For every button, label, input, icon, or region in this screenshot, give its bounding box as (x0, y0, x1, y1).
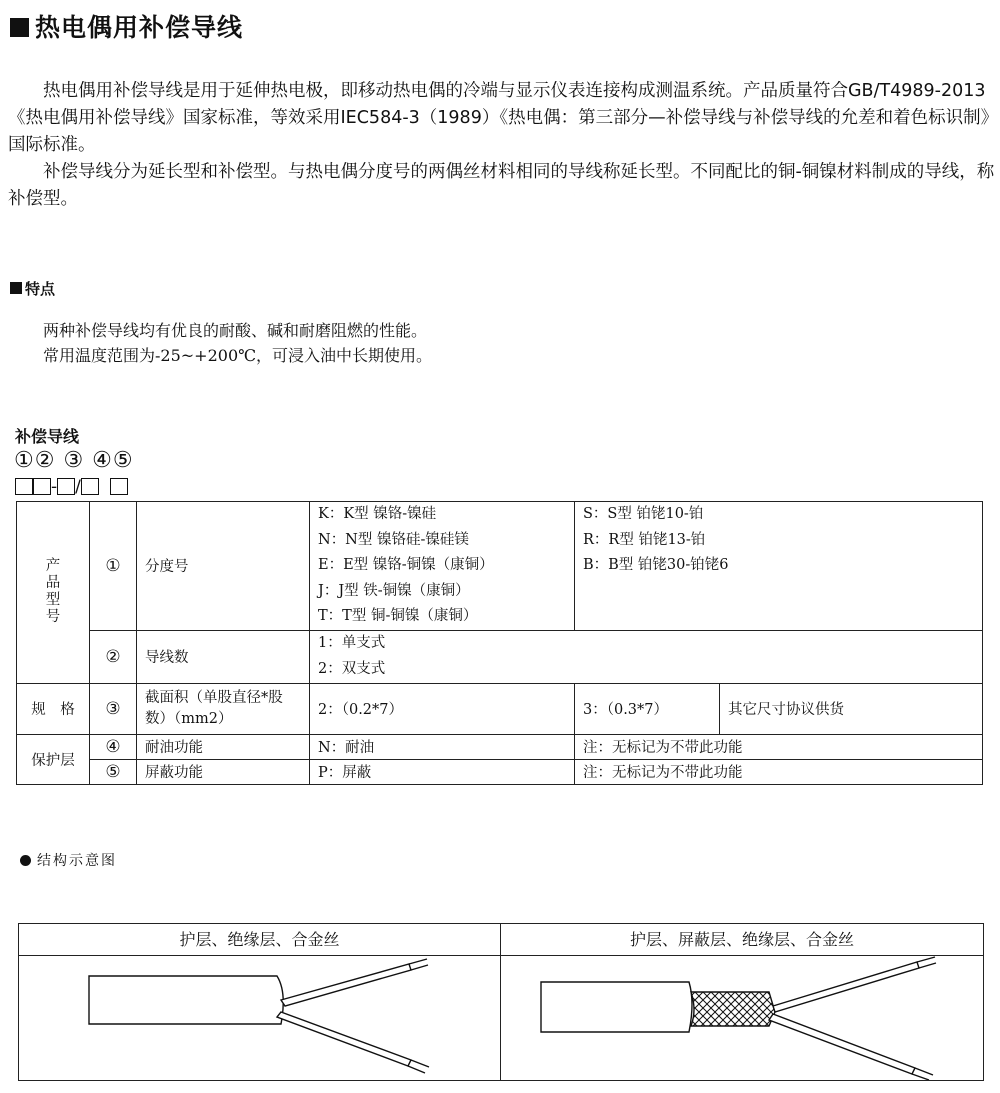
insulated-core (281, 964, 411, 1006)
code-slash: / (75, 477, 81, 497)
group-product (17, 502, 90, 684)
feature-line: 常用温度范围为-25~+200℃，可浸入油中长期使用。 (43, 346, 433, 365)
alloy-wire-tip (912, 1068, 933, 1080)
row-name: 导线数 (137, 630, 310, 683)
value-cell: N：耐油 (310, 734, 575, 759)
table-row (17, 734, 983, 759)
structure-label (20, 850, 117, 870)
alloy-wire-tip (408, 1060, 429, 1073)
alloy-wire-tip (409, 959, 428, 970)
code-box (57, 478, 75, 495)
value-cell: 3：（0.3*7） (575, 683, 720, 734)
page-title (10, 8, 243, 44)
grade-item: K：K型 镍铬-镍硅 (318, 506, 437, 522)
table-row (17, 502, 983, 631)
code-box (33, 478, 51, 495)
code-box (15, 478, 33, 495)
structure-left-title: 护层、绝缘层、合金丝 (19, 924, 500, 956)
grade-item: R：R型 铂铑13-铂 (583, 531, 706, 548)
features-list (43, 318, 432, 368)
model-codes: ①② ③ ④⑤ (14, 448, 134, 473)
group-spec: 规 格 (17, 683, 90, 734)
structure-label-text: 结构示意图 (37, 853, 117, 869)
wire-count-values (310, 630, 983, 683)
group-product-char: 产 (45, 558, 61, 575)
insulated-core (277, 1012, 411, 1066)
page-title-text: 热电偶用补偿导线 (35, 13, 244, 42)
value-cell: 其它尺寸协议供货 (720, 683, 983, 734)
row-number: ④ (90, 734, 137, 759)
grade-item: T：T型 铜-铜镍（康铜） (318, 608, 478, 624)
bullet-dot-icon (20, 855, 31, 866)
value-item: 1：单支式 (318, 635, 386, 651)
row-name: 截面积（单股直径*股数）（mm2） (137, 683, 310, 734)
intro-text (8, 78, 998, 213)
model-pattern (15, 477, 128, 497)
grade-list-left (310, 502, 575, 631)
cable-two-core-drawing (89, 959, 429, 1073)
grade-item: E：E型 镍铬-铜镍（康铜） (318, 557, 494, 573)
square-bullet-icon (10, 18, 29, 37)
row-number: ① (90, 502, 137, 631)
note-cell: 注：无标记为不带此功能 (575, 734, 983, 759)
spec-table (16, 501, 983, 785)
code-box (110, 478, 128, 495)
grade-list-right (575, 502, 983, 631)
value-item: 2：双支式 (318, 660, 386, 677)
grade-item: S：S型 铂铑10-铂 (583, 506, 704, 522)
cable-shielded-drawing (541, 957, 936, 1080)
structure-right-title: 护层、屏蔽层、绝缘层、合金丝 (501, 924, 983, 956)
cable-sheath (541, 982, 692, 1032)
features-heading-text: 特点 (25, 280, 56, 298)
intro-paragraph: 热电偶用补偿导线是用于延伸热电极，即移动热电偶的冷端与显示仪表连接构成测温系统。产品质量符合GB/T4989-2013《热电偶用补偿导线》国家标准，等效采用IEC584-3（1989）《热电偶：第三部分—补偿导线与补偿导线的允差和着色标识制》国际标准。 (8, 81, 990, 155)
code-box (81, 478, 99, 495)
row-name: 分度号 (137, 502, 310, 631)
row-number: ⑤ (90, 759, 137, 784)
alloy-wire-tip (917, 957, 936, 968)
group-protect: 保护层 (17, 734, 90, 784)
insulated-core (773, 962, 919, 1012)
table-row (17, 683, 983, 734)
table-row (17, 759, 983, 784)
structure-diagram (18, 923, 984, 1081)
intro-paragraph: 补偿导线分为延长型和补偿型。与热电偶分度号的两偶丝材料相同的导线称延长型。不同配比的铜-铜镍材料制成的导线，称补偿型。 (8, 162, 995, 209)
group-product-char: 号 (45, 609, 61, 626)
code-dash: - (51, 477, 58, 497)
group-product-char: 型 (45, 592, 61, 609)
model-label: 补偿导线 (15, 427, 80, 446)
group-product-char: 品 (45, 575, 61, 592)
grade-item: B：B型 铂铑30-铂铑6 (583, 557, 729, 573)
insulated-core (769, 1014, 915, 1074)
features-heading (10, 278, 55, 299)
note-cell: 注：无标记为不带此功能 (575, 759, 983, 784)
value-cell: P：屏蔽 (310, 759, 575, 784)
row-number: ③ (90, 683, 137, 734)
cable-sheath (89, 976, 283, 1024)
feature-line: 两种补偿导线均有优良的耐酸、碱和耐磨阻燃的性能。 (43, 321, 428, 340)
row-name: 耐油功能 (137, 734, 310, 759)
cable-drawings (19, 956, 983, 1080)
shield-braid (691, 992, 775, 1026)
row-number: ② (90, 630, 137, 683)
value-cell: 2：（0.2*7） (310, 683, 575, 734)
grade-item: N：N型 镍铬硅-镍硅镁 (318, 531, 469, 548)
table-row (17, 630, 983, 683)
square-bullet-icon (10, 282, 22, 294)
grade-item: J：J型 铁-铜镍（康铜） (318, 582, 470, 599)
row-name: 屏蔽功能 (137, 759, 310, 784)
